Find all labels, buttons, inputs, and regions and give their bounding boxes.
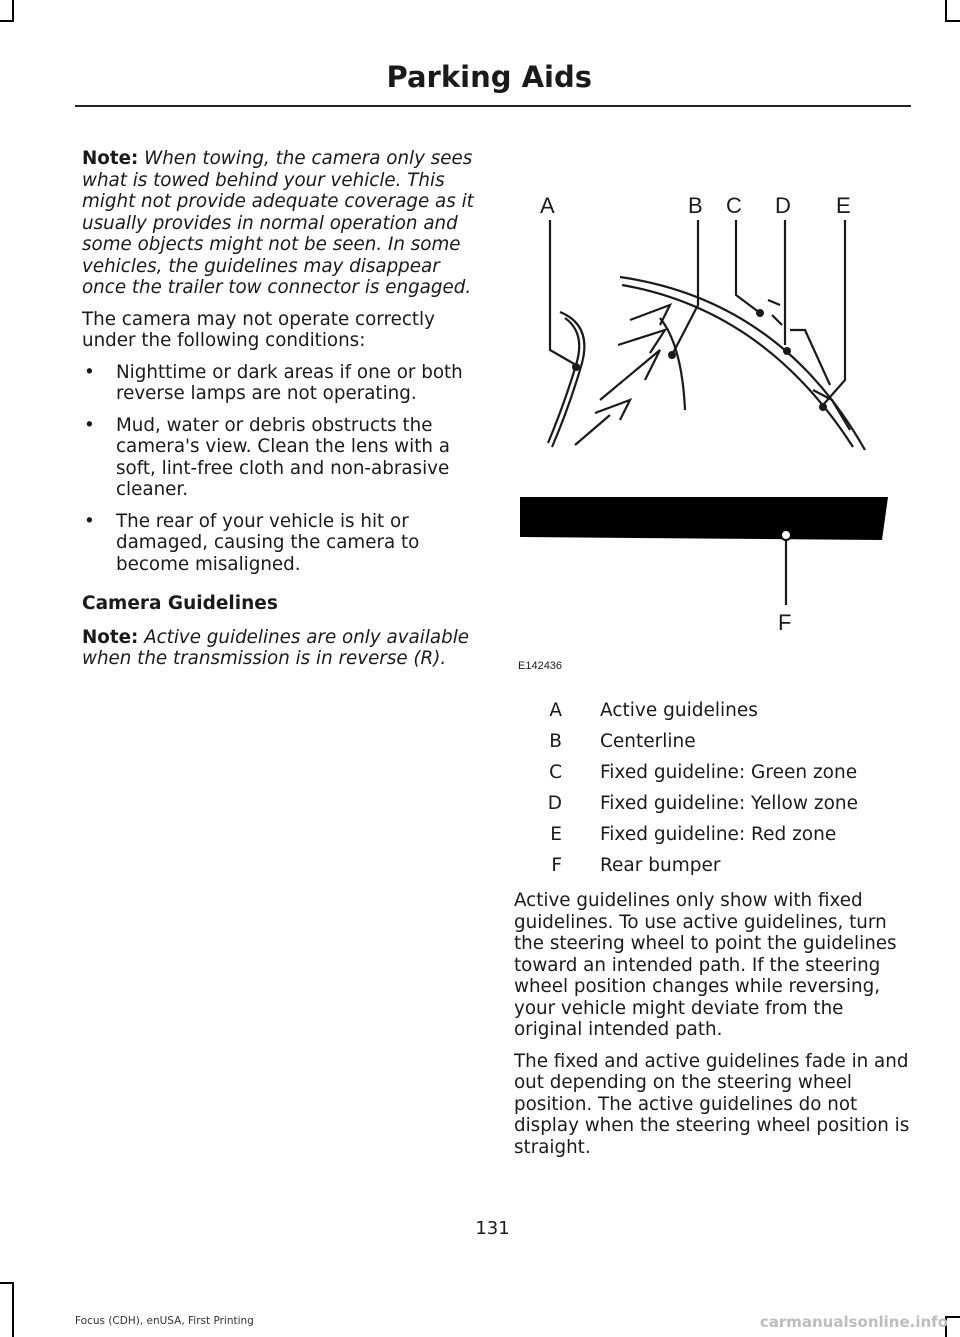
legend-row bbox=[520, 695, 910, 726]
list-item bbox=[82, 362, 478, 405]
legend-row bbox=[520, 757, 910, 788]
fixed-guideline-outer bbox=[620, 277, 865, 450]
note-text: Active guidelines are only available when the transmission is in reverse (R). bbox=[82, 626, 470, 669]
zone-segment bbox=[595, 400, 630, 420]
legend-key: B bbox=[549, 731, 562, 752]
section-heading: Camera Guidelines bbox=[82, 593, 278, 614]
active-guidelines-paragraph: Active guidelines only show with fixed guidelines. To use active guidelines, turn the steering wheel to point the guidelines toward an intended path. If the steering wheel position changes while reversing, your vehicle might deviate from the original intended path. bbox=[514, 890, 897, 1040]
marker-e bbox=[819, 403, 827, 411]
crop-mark-top-right-v bbox=[945, 0, 947, 20]
zone-segment bbox=[600, 350, 660, 400]
legend-text: Fixed guideline: Green zone bbox=[600, 762, 858, 783]
right-column bbox=[514, 890, 910, 1168]
bullet-icon: • bbox=[84, 361, 95, 383]
legend-key: C bbox=[549, 762, 562, 783]
leader-line-b bbox=[672, 220, 698, 355]
legend-text: Fixed guideline: Red zone bbox=[600, 824, 837, 845]
bullet-icon: • bbox=[84, 414, 95, 436]
list-item-text: Nighttime or dark areas if one or both reverse lamps are not operating. bbox=[116, 361, 463, 404]
list-item bbox=[82, 511, 478, 576]
marker-a bbox=[572, 363, 580, 371]
list-item-text: Mud, water or debris obstructs the camera's view. Clean the lens with a soft, lint-free cloth and non-abrasive cleaner. bbox=[116, 414, 450, 500]
legend-key: F bbox=[551, 855, 562, 876]
figure-code: E142436 bbox=[518, 660, 563, 672]
legend-key: A bbox=[549, 700, 562, 721]
legend-text: Rear bumper bbox=[600, 855, 721, 876]
leader-line-c bbox=[736, 220, 760, 313]
note-text: When towing, the camera only sees what is towed behind your vehicle. This might not provide adequate coverage as it usually provides in normal operation and some objects might not be seen. In some vehicles, the guidelines may disappear once the trailer tow connector is engaged. bbox=[82, 148, 474, 298]
leader-line-a bbox=[550, 220, 576, 365]
legend-key: D bbox=[547, 793, 562, 814]
crop-mark-bottom-left-v bbox=[12, 1282, 14, 1337]
conditions-intro: The camera may not operate correctly under the following conditions: bbox=[82, 308, 435, 351]
legend-row bbox=[520, 850, 910, 881]
rear-bumper bbox=[520, 497, 888, 540]
list-item-text: The rear of your vehicle is hit or damaged, causing the camera to become misaligned. bbox=[116, 510, 420, 575]
zone-segment bbox=[772, 315, 782, 325]
legend-text: Fixed guideline: Yellow zone bbox=[600, 793, 859, 814]
zone-segment bbox=[768, 300, 780, 305]
camera-guidelines-figure bbox=[510, 185, 900, 675]
footer-text: Focus (CDH), enUSA, First Printing bbox=[75, 1315, 254, 1327]
crop-mark-top-left-v bbox=[12, 0, 14, 20]
legend-text: Active guidelines bbox=[600, 700, 758, 721]
figure-legend bbox=[520, 695, 910, 881]
label-e: E bbox=[836, 193, 851, 218]
label-f: F bbox=[778, 610, 792, 635]
page-number: 131 bbox=[475, 1218, 510, 1239]
active-guideline-left bbox=[552, 312, 584, 447]
active-guideline-left-inner bbox=[548, 318, 579, 443]
left-column bbox=[82, 148, 478, 680]
zone-segment bbox=[575, 415, 610, 445]
conditions-list bbox=[82, 362, 478, 576]
fade-paragraph: The fixed and active guidelines fade in and out depending on the steering wheel position. The active guidelines do not display when the steering wheel position is straight. bbox=[514, 1050, 910, 1158]
note-label: Note: bbox=[82, 148, 139, 169]
bullet-icon: • bbox=[84, 510, 95, 532]
marker-c bbox=[756, 309, 764, 317]
legend-row bbox=[520, 788, 910, 819]
towing-note bbox=[82, 148, 478, 299]
crop-mark-top-right-h bbox=[945, 20, 960, 22]
crop-mark-bottom-left-h bbox=[0, 1282, 14, 1284]
header-divider bbox=[75, 105, 911, 107]
crop-mark-top-left-h bbox=[0, 20, 14, 22]
zone-segment bbox=[618, 330, 665, 353]
legend-key: E bbox=[550, 824, 562, 845]
marker-b bbox=[668, 351, 676, 359]
note-label: Note: bbox=[82, 626, 139, 648]
guidelines-diagram bbox=[510, 185, 900, 675]
marker-d bbox=[783, 347, 791, 355]
label-a: A bbox=[540, 193, 555, 218]
label-d: D bbox=[775, 193, 791, 218]
label-b: B bbox=[688, 193, 703, 218]
legend-text: Centerline bbox=[600, 731, 696, 752]
page-title: Parking Aids bbox=[386, 60, 592, 94]
list-item bbox=[82, 415, 478, 501]
label-c: C bbox=[726, 193, 742, 218]
legend-row bbox=[520, 819, 910, 850]
legend-row bbox=[520, 726, 910, 757]
guidelines-note bbox=[82, 627, 478, 670]
watermark: carmanualsonline.info bbox=[759, 1313, 948, 1331]
marker-f bbox=[781, 530, 791, 540]
